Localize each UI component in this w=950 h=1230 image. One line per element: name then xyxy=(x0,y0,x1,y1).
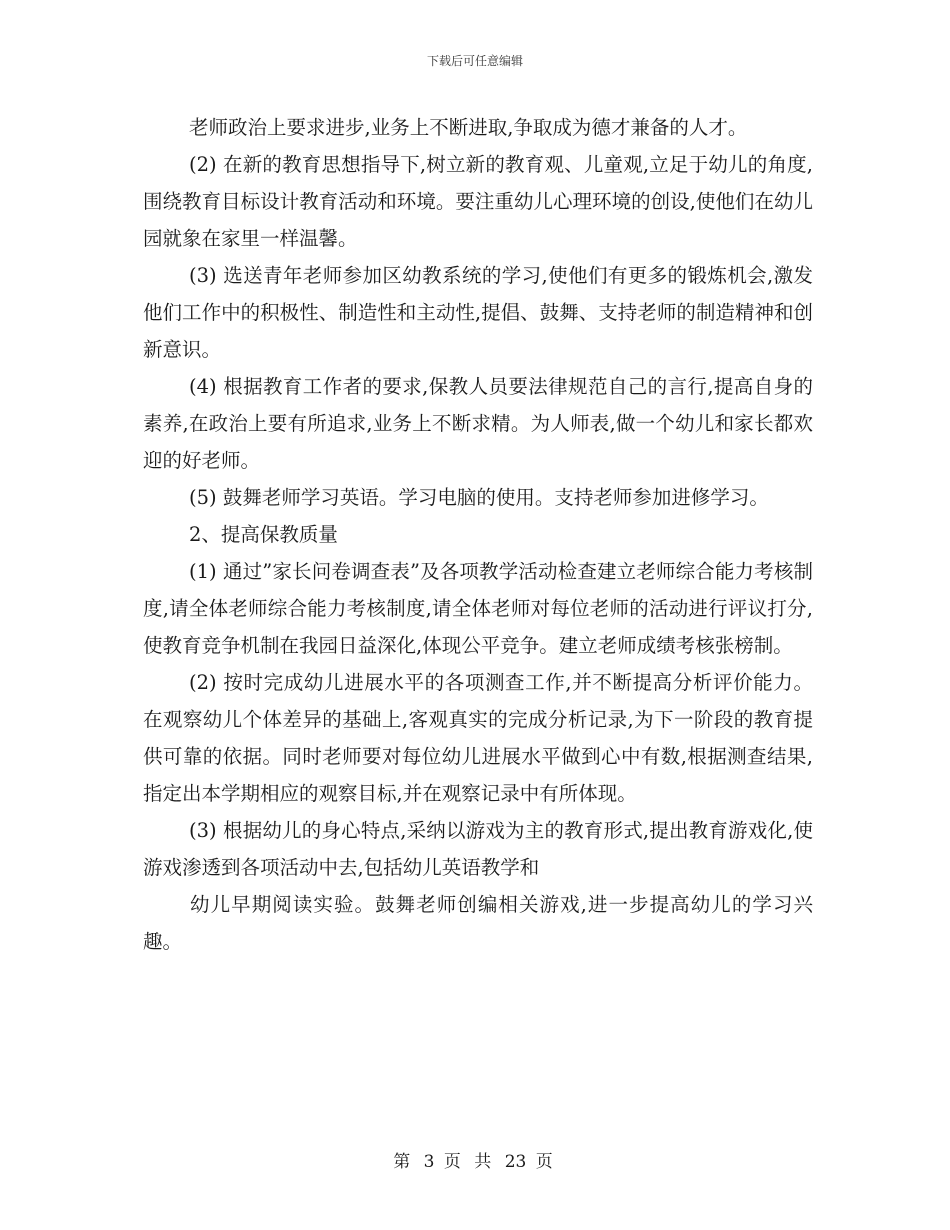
footer-suffix: 页 xyxy=(535,1152,557,1172)
section-heading xyxy=(143,516,813,553)
total-pages-number: 23 xyxy=(504,1152,527,1172)
footer-middle: 页 共 xyxy=(443,1152,496,1172)
paragraph-8 xyxy=(143,812,813,886)
paragraph-6-text: (1) 通过”家长问卷调查表”及各项教学活动检查建立老师综合能力考核制度,请全体老师综合能力考核制度,请全体老师对每位老师的活动进行评议打分,使教育竞争机制在我园日益深化,体现公平竞争。建立老师成绩考核张榜制。 xyxy=(143,560,813,657)
paragraph-4-text: (4) 根据教育工作者的要求,保教人员要法律规范自己的言行,提高自身的素养,在政治上要有所追求,业务上不断求精。为人师表,做一个幼儿和家长都欢迎的好老师。 xyxy=(143,375,813,472)
paragraph-4 xyxy=(143,368,813,479)
paragraph-5-text: (5) 鼓舞老师学习英语。学习电脑的使用。支持老师参加进修学习。 xyxy=(189,486,769,509)
paragraph-7-text: (2) 按时完成幼儿进展水平的各项测查工作,并不断提高分析评价能力。在观察幼儿个体差异的基础上,客观真实的完成分析记录,为下一阶段的教育提供可靠的依据。同时老师要对每位幼儿进展水平做到心中有数,根据测查结果,指定出本学期相应的观察目标,并在观察记录中有所体现。 xyxy=(143,671,813,805)
paragraph-3-text: (3) 选送青年老师参加区幼教系统的学习,使他们有更多的锻炼机会,激发他们工作中的积极性、制造性和主动性,提倡、鼓舞、支持老师的制造精神和创新意识。 xyxy=(143,264,813,361)
paragraph-9-text: 幼儿早期阅读实验。鼓舞老师创编相关游戏,进一步提高幼儿的学习兴趣。 xyxy=(143,893,813,953)
paragraph-6 xyxy=(143,553,813,664)
document-body xyxy=(143,109,813,960)
paragraph-2 xyxy=(143,146,813,257)
section-heading-text: 2、提高保教质量 xyxy=(189,523,338,546)
footer-prefix: 第 xyxy=(393,1152,415,1172)
paragraph-1-text: 老师政治上要求进步,业务上不断进取,争取成为德才兼备的人才。 xyxy=(189,116,748,139)
paragraph-3 xyxy=(143,257,813,368)
paragraph-9 xyxy=(143,886,813,960)
paragraph-5 xyxy=(143,479,813,516)
paragraph-2-text: (2) 在新的教育思想指导下,树立新的教育观、儿童观,立足于幼儿的角度,围绕教育目标设计教育活动和环境。要注重幼儿心理环境的创设,使他们在幼儿园就象在家里一样温馨。 xyxy=(143,153,813,250)
paragraph-7 xyxy=(143,664,813,812)
page-footer xyxy=(0,1152,950,1172)
paragraph-8-text: (3) 根据幼儿的身心特点,采纳以游戏为主的教育形式,提出教育游戏化,使游戏渗透到各项活动中去,包括幼儿英语教学和 xyxy=(143,819,813,879)
current-page-number: 3 xyxy=(423,1152,435,1172)
page-header: 下载后可任意编辑 xyxy=(426,54,523,68)
paragraph-1 xyxy=(143,109,813,146)
